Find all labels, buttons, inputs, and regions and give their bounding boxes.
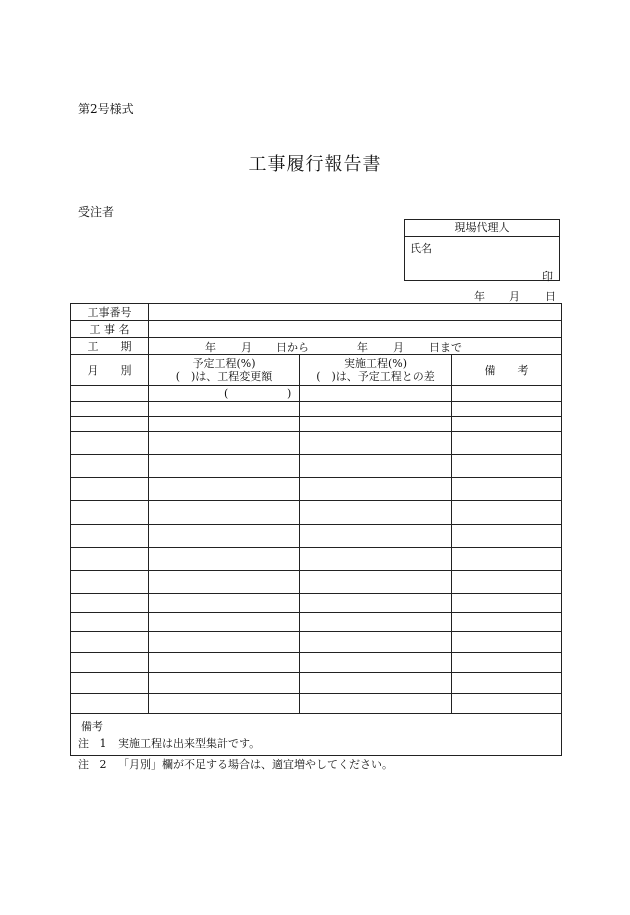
table-row xyxy=(71,478,562,501)
actual-cell[interactable] xyxy=(300,594,452,613)
note-1-text: 実施工程は出来型集計です。 xyxy=(118,737,261,750)
project-number-value[interactable] xyxy=(149,304,562,321)
planned-cell[interactable] xyxy=(149,594,300,613)
project-name-row xyxy=(71,321,562,338)
remarks-cell[interactable] xyxy=(452,432,562,455)
planned-cell[interactable] xyxy=(149,613,300,632)
period-to-year: 年 xyxy=(357,341,368,354)
month-cell[interactable] xyxy=(71,501,149,525)
progress-table xyxy=(70,303,562,756)
project-number-row xyxy=(71,304,562,321)
remarks-cell[interactable] xyxy=(452,694,562,714)
seal-label: 印 xyxy=(542,270,553,283)
project-name-value[interactable] xyxy=(149,321,562,338)
note-1-prefix: 注 1 xyxy=(78,737,107,750)
project-name-label: 工 事 名 xyxy=(71,321,149,338)
planned-cell[interactable] xyxy=(149,653,300,673)
period-from-day: 日から xyxy=(276,341,309,354)
remarks-cell[interactable] xyxy=(452,501,562,525)
period-to-day: 日まで xyxy=(429,341,462,354)
period-value[interactable] xyxy=(149,338,562,355)
planned-cell[interactable] xyxy=(149,632,300,653)
month-header: 月 別 xyxy=(71,355,149,386)
planned-cell[interactable] xyxy=(149,432,300,455)
month-cell[interactable] xyxy=(71,432,149,455)
remarks-cell[interactable] xyxy=(452,478,562,501)
table-row xyxy=(71,613,562,632)
remarks-cell[interactable] xyxy=(452,632,562,653)
table-row xyxy=(71,653,562,673)
planned-cell[interactable] xyxy=(149,478,300,501)
month-cell[interactable] xyxy=(71,653,149,673)
remarks-cell[interactable] xyxy=(452,417,562,432)
remarks-cell[interactable] xyxy=(452,653,562,673)
remarks-cell[interactable] xyxy=(452,673,562,694)
actual-cell[interactable] xyxy=(300,478,452,501)
planned-cell[interactable] xyxy=(149,501,300,525)
contractor-label: 受注者 xyxy=(78,205,115,219)
table-row xyxy=(71,594,562,613)
table-row xyxy=(71,386,562,402)
planned-cell[interactable] xyxy=(149,402,300,417)
table-row xyxy=(71,525,562,548)
month-cell[interactable] xyxy=(71,613,149,632)
actual-cell[interactable] xyxy=(300,501,452,525)
table-row xyxy=(71,571,562,594)
period-label: 工 期 xyxy=(71,338,149,355)
actual-cell[interactable] xyxy=(300,673,452,694)
report-date-year: 年 xyxy=(474,290,485,303)
planned-header-line2: ( )は、工程変更額 xyxy=(175,370,273,383)
column-header-row xyxy=(71,355,562,386)
actual-cell[interactable] xyxy=(300,632,452,653)
site-agent-box xyxy=(404,219,560,281)
note-2-text: 「月別」欄が不足する場合は、適宜増やしてください。 xyxy=(118,758,393,771)
table-row xyxy=(71,501,562,525)
actual-header-line1: 実施工程(%) xyxy=(343,357,408,370)
project-number-label: 工事番号 xyxy=(71,304,149,321)
month-cell[interactable] xyxy=(71,594,149,613)
planned-cell[interactable] xyxy=(149,417,300,432)
table-row xyxy=(71,548,562,571)
month-cell[interactable] xyxy=(71,548,149,571)
planned-cell[interactable] xyxy=(149,386,300,402)
remarks-cell[interactable] xyxy=(452,525,562,548)
note-2-prefix: 注 2 xyxy=(78,758,107,771)
period-row xyxy=(71,338,562,355)
note-2 xyxy=(78,756,393,772)
table-row xyxy=(71,694,562,714)
remarks-cell[interactable] xyxy=(452,386,562,402)
month-cell[interactable] xyxy=(71,402,149,417)
month-cell[interactable] xyxy=(71,417,149,432)
form-number: 第2号様式 xyxy=(78,102,134,116)
month-cell[interactable] xyxy=(71,632,149,653)
remarks-cell[interactable] xyxy=(452,455,562,478)
document-title: 工事履行報告書 xyxy=(248,154,382,175)
paren-close: ) xyxy=(287,386,292,400)
actual-cell[interactable] xyxy=(300,386,452,402)
month-cell[interactable] xyxy=(71,673,149,694)
remarks-cell[interactable] xyxy=(452,402,562,417)
table-row xyxy=(71,402,562,417)
month-cell[interactable] xyxy=(71,386,149,402)
planned-cell[interactable] xyxy=(149,673,300,694)
remarks-label: 備考 xyxy=(81,720,103,733)
remarks-cell[interactable] xyxy=(452,613,562,632)
planned-cell[interactable] xyxy=(149,694,300,714)
paren-open: ( xyxy=(224,386,229,400)
period-from-month: 月 xyxy=(241,341,252,354)
remarks-cell[interactable] xyxy=(452,594,562,613)
period-to-month: 月 xyxy=(393,341,404,354)
actual-cell[interactable] xyxy=(300,432,452,455)
remarks-cell[interactable] xyxy=(452,548,562,571)
table-row xyxy=(71,432,562,455)
note-1 xyxy=(78,735,260,751)
planned-header-line1: 予定工程(%) xyxy=(192,357,256,370)
period-from-year: 年 xyxy=(205,341,216,354)
table-row xyxy=(71,455,562,478)
actual-header-line2: ( )は、予定工程との差 xyxy=(316,370,435,383)
remarks-cell[interactable] xyxy=(452,571,562,594)
planned-cell[interactable] xyxy=(149,455,300,478)
actual-cell[interactable] xyxy=(300,548,452,571)
report-date-month: 月 xyxy=(509,290,520,303)
site-agent-name-label: 氏名 xyxy=(410,242,432,255)
table-row xyxy=(71,673,562,694)
month-cell[interactable] xyxy=(71,694,149,714)
planned-cell[interactable] xyxy=(149,548,300,571)
actual-cell[interactable] xyxy=(300,571,452,594)
actual-cell[interactable] xyxy=(300,402,452,417)
actual-header xyxy=(300,355,452,386)
actual-cell[interactable] xyxy=(300,417,452,432)
month-cell[interactable] xyxy=(71,571,149,594)
actual-cell[interactable] xyxy=(300,455,452,478)
planned-cell[interactable] xyxy=(149,571,300,594)
table-row xyxy=(71,417,562,432)
actual-cell[interactable] xyxy=(300,525,452,548)
planned-cell[interactable] xyxy=(149,525,300,548)
actual-cell[interactable] xyxy=(300,613,452,632)
site-agent-header: 現場代理人 xyxy=(405,220,559,237)
actual-cell[interactable] xyxy=(300,653,452,673)
month-cell[interactable] xyxy=(71,525,149,548)
report-date-day: 日 xyxy=(545,290,556,303)
month-cell[interactable] xyxy=(71,478,149,501)
remarks-header: 備 考 xyxy=(452,355,562,386)
month-cell[interactable] xyxy=(71,455,149,478)
actual-cell[interactable] xyxy=(300,694,452,714)
planned-header xyxy=(149,355,300,386)
table-row xyxy=(71,632,562,653)
